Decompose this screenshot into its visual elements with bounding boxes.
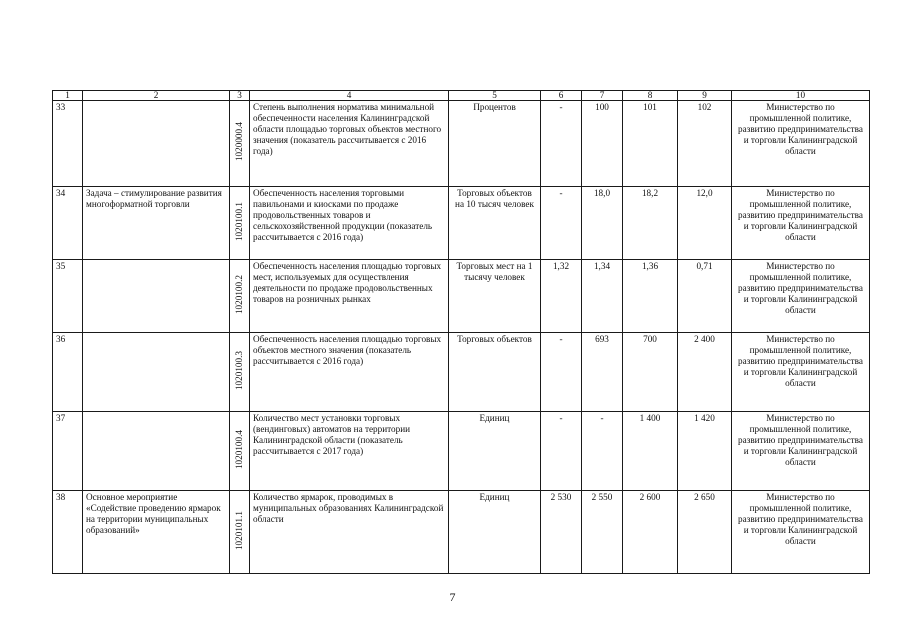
task-cell [83,333,230,412]
unit-cell: Единиц [449,491,541,574]
table-row [53,491,870,574]
value-col7: 18,0 [582,187,623,260]
header-cell-2: 2 [83,91,230,101]
value-col8: 18,2 [623,187,678,260]
unit-cell: Торговых мест на 1 тысячу человек [449,260,541,333]
indicator-cell: Обеспеченность населения площадью торговых мест, используемых для осуществления деятельности по продаже продовольственных товаров на розничных рынках [250,260,449,333]
unit-cell: Процентов [449,101,541,187]
value-col9: 2 650 [678,491,732,574]
value-col6: - [541,101,582,187]
task-cell: Задача – стимулирование развития многоформатной торговли [83,187,230,260]
header-cell-6: 6 [541,91,582,101]
header-cell-7: 7 [582,91,623,101]
responsible-cell: Министерство по промышленной политике, развитию предпринимательства и торговли Калининградской области [732,260,870,333]
code-cell [230,101,250,187]
unit-cell: Единиц [449,412,541,491]
task-cell: Основное мероприятие «Содействие проведению ярмарок на территории муниципальных образований» [83,491,230,574]
indicator-cell: Степень выполнения норматива минимальной обеспеченности населения Калининградской области площадью торговых объектов местного значения (показатель рассчитывается с 2016 года) [250,101,449,187]
header-cell-5: 5 [449,91,541,101]
value-col6: 1,32 [541,260,582,333]
unit-cell: Торговых объектов на 10 тысяч человек [449,187,541,260]
value-col7: 100 [582,101,623,187]
value-col6: - [541,412,582,491]
value-col9: 12,0 [678,187,732,260]
row-number: 35 [53,260,83,333]
indicators-table [52,90,870,574]
value-col6: - [541,333,582,412]
value-col7: 2 550 [582,491,623,574]
value-col7: - [582,412,623,491]
code-cell [230,333,250,412]
value-col7: 1,34 [582,260,623,333]
table-row [53,187,870,260]
header-cell-3: 3 [230,91,250,101]
header-cell-1: 1 [53,91,83,101]
code-text: 1020100.2 [234,274,244,315]
indicator-cell: Количество ярмарок, проводимых в муниципальных образованиях Калининградской области [250,491,449,574]
value-col8: 2 600 [623,491,678,574]
value-col8: 101 [623,101,678,187]
code-text: 1020100.3 [234,350,244,391]
responsible-cell: Министерство по промышленной политике, развитию предпринимательства и торговли Калининградской области [732,412,870,491]
code-text: 1020000.4 [234,122,244,162]
value-col9: 0,71 [678,260,732,333]
code-text: 1020100.4 [234,429,244,470]
table-row [53,333,870,412]
row-number: 34 [53,187,83,260]
value-col8: 1,36 [623,260,678,333]
code-cell [230,260,250,333]
code-text: 1020100.1 [234,201,244,242]
row-number: 36 [53,333,83,412]
value-col7: 693 [582,333,623,412]
code-cell [230,491,250,574]
responsible-cell: Министерство по промышленной политике, развитию предпринимательства и торговли Калининградской области [732,333,870,412]
header-cell-4: 4 [250,91,449,101]
responsible-cell: Министерство по промышленной политике, развитию предпринимательства и торговли Калининградской области [732,101,870,187]
unit-cell: Торговых объектов [449,333,541,412]
indicator-cell: Количество мест установки торговых (вендинговых) автоматов на территории Калининградской области (показатель рассчитывается с 2017 года) [250,412,449,491]
row-number: 38 [53,491,83,574]
row-number: 37 [53,412,83,491]
value-col8: 1 400 [623,412,678,491]
task-cell [83,101,230,187]
value-col9: 2 400 [678,333,732,412]
value-col6: - [541,187,582,260]
responsible-cell: Министерство по промышленной политике, развитию предпринимательства и торговли Калининградской области [732,187,870,260]
code-cell [230,412,250,491]
table-row [53,101,870,187]
code-cell [230,187,250,260]
value-col9: 102 [678,101,732,187]
row-number: 33 [53,101,83,187]
task-cell [83,412,230,491]
header-cell-8: 8 [623,91,678,101]
header-cell-10: 10 [732,91,870,101]
value-col9: 1 420 [678,412,732,491]
table-row [53,260,870,333]
page-number: 7 [449,590,456,604]
indicator-cell: Обеспеченность населения площадью торговых объектов местного значения (показатель рассчитывается с 2016 года) [250,333,449,412]
task-cell [83,260,230,333]
code-text: 1020101.1 [234,510,244,551]
table-body [53,91,870,574]
value-col8: 700 [623,333,678,412]
responsible-cell: Министерство по промышленной политике, развитию предпринимательства и торговли Калининградской области [732,491,870,574]
table-row [53,412,870,491]
indicator-cell: Обеспеченность населения торговыми павильонами и киосками по продаже продовольственных товаров и сельскохозяйственной продукции (показатель рассчитывается с 2016 года) [250,187,449,260]
header-cell-9: 9 [678,91,732,101]
value-col6: 2 530 [541,491,582,574]
header-row [53,91,870,101]
